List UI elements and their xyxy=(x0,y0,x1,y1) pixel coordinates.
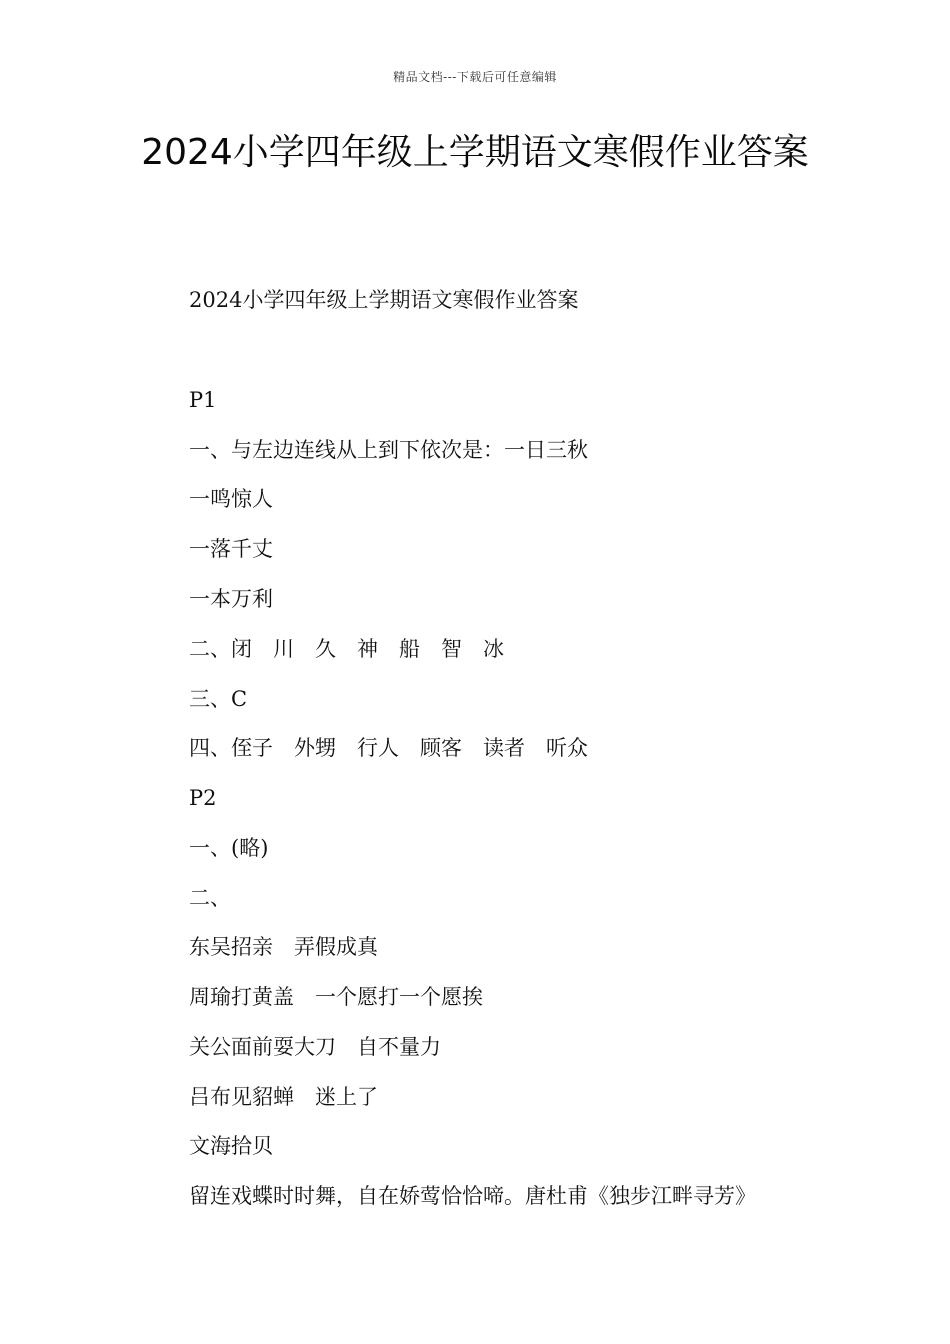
body-line: 吕布见貂蝉 迷上了 xyxy=(189,1085,378,1109)
body-line: 留连戏蝶时时舞，自在娇莺恰恰啼。唐杜甫《独步江畔寻芳》 xyxy=(189,1184,756,1208)
body-line-section-p1: P1 xyxy=(189,388,217,412)
body-line: 关公面前耍大刀 自不量力 xyxy=(189,1035,441,1059)
body-line: 二、 xyxy=(189,886,231,910)
body-line: 四、侄子 外甥 行人 顾客 读者 听众 xyxy=(189,736,588,760)
body-line: 文海拾贝 xyxy=(189,1134,273,1158)
body-line-section-p2: P2 xyxy=(189,786,217,810)
body-line: 一、(略) xyxy=(189,836,269,860)
body-line: 一本万利 xyxy=(189,587,273,611)
body-line-subtitle: 2024小学四年级上学期语文寒假作业答案 xyxy=(189,288,579,312)
body-line: 三、C xyxy=(189,687,248,711)
body-line: 一鸣惊人 xyxy=(189,487,273,511)
body-line: 周瑜打黄盖 一个愿打一个愿挨 xyxy=(189,985,483,1009)
body-line: 东吴招亲 弄假成真 xyxy=(189,935,378,959)
body-line: 一落千丈 xyxy=(189,537,273,561)
document-title: 2024小学四年级上学期语文寒假作业答案 xyxy=(141,132,809,173)
page-header: 精品文档---下载后可任意编辑 xyxy=(393,70,557,84)
body-line: 二、闭 川 久 神 船 智 冰 xyxy=(189,637,504,661)
body-line: 一、与左边连线从上到下依次是：一日三秋 xyxy=(189,438,588,462)
